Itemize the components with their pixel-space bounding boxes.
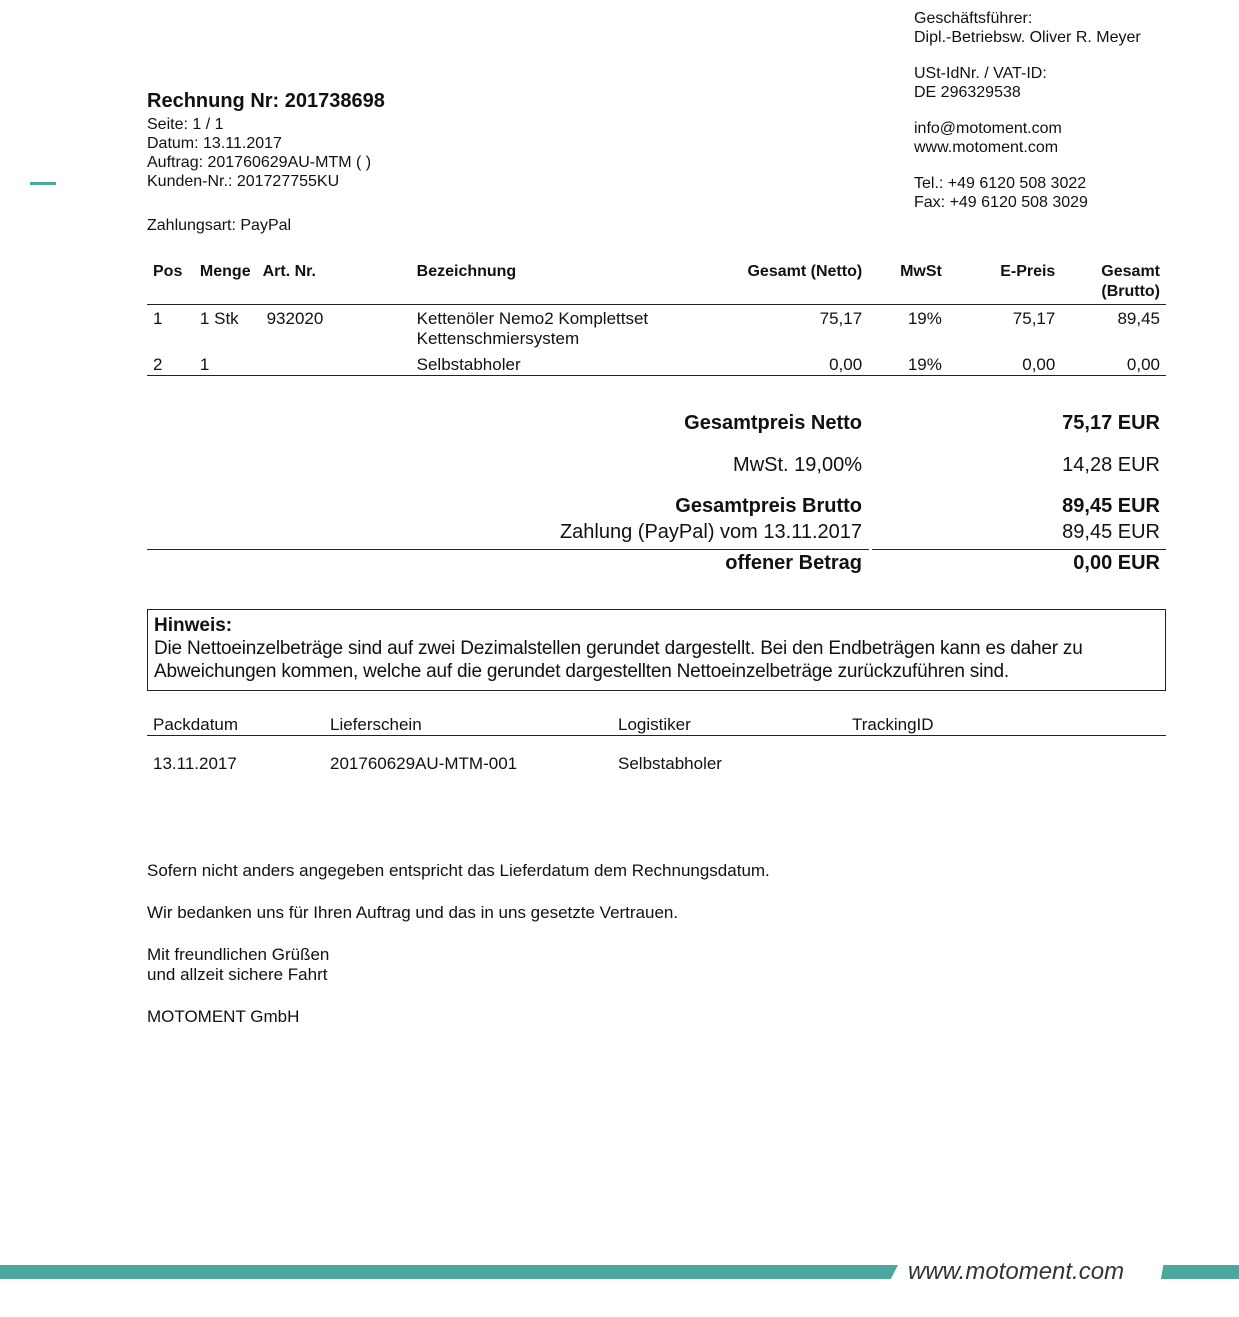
cell-bez-line2: Kettenschmiersystem: [416, 329, 580, 348]
col-pos: Pos: [153, 263, 183, 280]
cell-logistiker: Selbstabholer: [618, 754, 722, 773]
note-line2: Abweichungen kommen, welche auf die gerundet dargestellten Nettoeinzelbeträge zurückzuführen sind.: [154, 661, 1009, 682]
closing-regards: [147, 945, 770, 985]
cell-brutto: 0,00: [1126, 355, 1160, 374]
note-box: [147, 609, 1166, 691]
total-payment-label: Zahlung (PayPal) vom 13.11.2017: [559, 521, 862, 543]
cell-menge: 1: [199, 355, 210, 374]
cell-artnr: 932020: [266, 309, 324, 328]
col-brutto: [1061, 262, 1166, 305]
col-brutto-line2: (Brutto): [1101, 283, 1160, 300]
closing-delivery: Sofern nicht anders angegeben entspricht das Lieferdatum dem Rechnungsdatum.: [147, 861, 770, 880]
col-epreis: E-Preis: [1000, 263, 1056, 280]
vat-id: DE 296329538: [914, 84, 1021, 101]
cell-artnr: [257, 349, 411, 376]
total-brutto-label: Gesamtpreis Brutto: [675, 495, 862, 517]
cell-epreis: 75,17: [1012, 309, 1056, 328]
fold-mark: [30, 182, 56, 185]
invoice-date: Datum: 13.11.2017: [147, 135, 282, 152]
invoice-meta: [147, 115, 371, 191]
total-brutto-row: [147, 491, 1166, 521]
note-line1: Die Nettoeinzelbeträge sind auf zwei Dezimalstellen gerundet dargestellt. Bei den Endbeträgen kann es daher zu: [154, 638, 1083, 659]
company-info: [914, 9, 1224, 212]
col-menge: Menge: [199, 263, 251, 280]
shipping-header-row: [147, 713, 1166, 736]
invoice-page: Seite: 1 / 1: [147, 116, 224, 133]
col-packdatum: Packdatum: [153, 715, 239, 734]
footer-url: www.motoment.com: [908, 1258, 1125, 1285]
invoice-title: Rechnung Nr: 201738698: [147, 90, 385, 112]
closing-regards-line1: Mit freundlichen Grüßen: [147, 945, 330, 964]
cell-lieferschein: 201760629AU-MTM-001: [330, 754, 518, 773]
col-netto: Gesamt (Netto): [747, 263, 863, 280]
company-tel: Tel.: +49 6120 508 3022: [914, 175, 1087, 192]
total-mwst-value: 14,28 EUR: [1062, 454, 1160, 476]
company-email: info@motoment.com: [914, 120, 1062, 137]
manager-label: Geschäftsführer:: [914, 10, 1033, 27]
table-row: [147, 349, 1166, 376]
col-logistiker: Logistiker: [618, 715, 691, 734]
cell-netto: 75,17: [819, 309, 863, 328]
payment-method: Zahlungsart: PayPal: [147, 217, 292, 234]
col-bezeichnung: Bezeichnung: [416, 263, 517, 280]
cell-mwst: 19%: [907, 355, 942, 374]
cell-pos: 2: [153, 355, 163, 374]
total-netto-label: Gesamtpreis Netto: [684, 412, 862, 434]
closing-text: [147, 861, 770, 1049]
total-netto-value: 75,17 EUR: [1062, 412, 1160, 434]
table-row: [147, 305, 1166, 350]
shipping-table: [147, 713, 1166, 774]
cell-bezeichnung: Selbstabholer: [416, 355, 521, 374]
totals-block: [147, 408, 1166, 580]
cell-bezeichnung: [411, 305, 670, 350]
total-payment-row: [147, 521, 1166, 549]
cell-menge: 1 Stk: [199, 309, 239, 328]
cell-pos: 1: [153, 309, 163, 328]
footer-bar-right: [1161, 1265, 1239, 1279]
company-fax: Fax: +49 6120 508 3029: [914, 194, 1088, 211]
closing-regards-line2: und allzeit sichere Fahrt: [147, 965, 328, 984]
closing-thanks: Wir bedanken uns für Ihren Auftrag und das in uns gesetzte Vertrauen.: [147, 903, 679, 922]
vat-label: USt-IdNr. / VAT-ID:: [914, 65, 1047, 82]
total-open-label: offener Betrag: [725, 552, 862, 574]
total-brutto-value: 89,45 EUR: [1062, 495, 1160, 517]
items-table: [147, 262, 1166, 376]
col-lieferschein: Lieferschein: [330, 715, 422, 734]
cell-packdatum: 13.11.2017: [153, 754, 237, 773]
cell-netto: 0,00: [829, 355, 863, 374]
col-tracking: TrackingID: [852, 715, 934, 734]
total-open-value: 0,00 EUR: [1073, 552, 1160, 574]
col-artnr: Art. Nr.: [262, 263, 316, 280]
company-web: www.motoment.com: [914, 139, 1059, 156]
total-netto-row: [147, 408, 1166, 438]
cell-brutto: 89,45: [1117, 309, 1160, 328]
closing-company: MOTOMENT GmbH: [147, 1007, 300, 1026]
shipping-row: [147, 752, 1166, 774]
total-payment-value: 89,45 EUR: [1062, 521, 1160, 543]
total-open-row: [147, 550, 1166, 580]
col-brutto-line1: Gesamt: [1101, 263, 1160, 280]
col-mwst: MwSt: [900, 263, 942, 280]
manager-name: Dipl.-Betriebsw. Oliver R. Meyer: [914, 29, 1141, 46]
invoice-order: Auftrag: 201760629AU-MTM ( ): [147, 154, 372, 171]
table-header-row: [147, 262, 1166, 305]
invoice-customer: Kunden-Nr.: 201727755KU: [147, 173, 340, 190]
note-heading: Hinweis:: [154, 615, 233, 636]
cell-mwst: 19%: [907, 309, 942, 328]
footer-bar-left: [0, 1265, 898, 1279]
total-mwst-label: MwSt. 19,00%: [733, 454, 862, 476]
total-mwst-row: [147, 450, 1166, 480]
cell-epreis: 0,00: [1022, 355, 1056, 374]
cell-bez-line1: Kettenöler Nemo2 Komplettset: [416, 309, 649, 328]
